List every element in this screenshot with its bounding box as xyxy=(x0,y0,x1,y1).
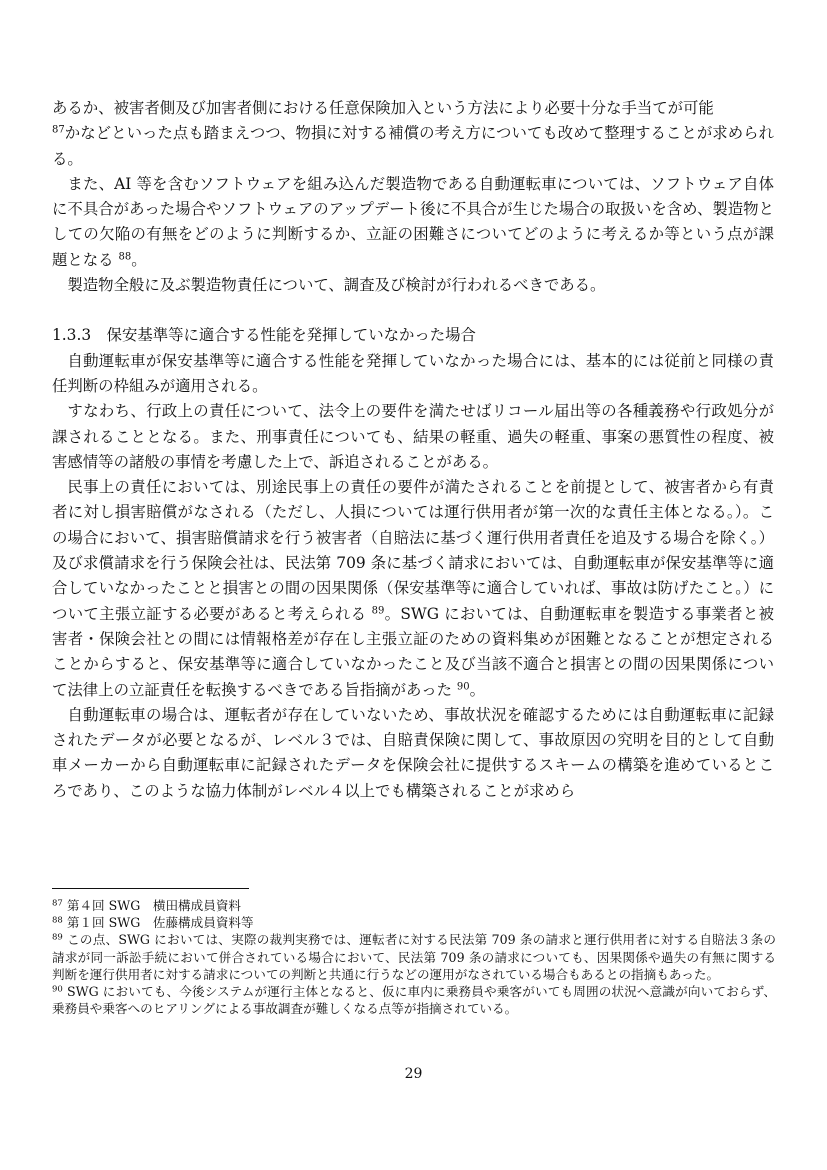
text-segment: 。 xyxy=(131,250,147,269)
text-segment: 。 xyxy=(469,680,486,699)
footnote-90 xyxy=(52,983,776,1017)
paragraph-product-liability: 製造物全般に及ぶ製造物責任について、調査及び検討が行われるべきである。 xyxy=(67,276,606,295)
spacer xyxy=(52,298,774,323)
footnote-number: 88 xyxy=(52,915,63,926)
footnote-88 xyxy=(52,914,776,931)
paragraph-continued xyxy=(52,96,774,172)
footnote-ref-87: 87 xyxy=(52,124,65,136)
footnote-ref-89: 89 xyxy=(371,605,385,617)
footnote-number: 90 xyxy=(52,984,63,995)
footnotes xyxy=(52,888,776,1017)
paragraph-administrative-criminal: すなわち、行政上の責任について、法令上の要件を満たせばリコール届出等の各種義務や行政処分が課されることとなる。また、刑事責任についても、結果の軽重、過失の軽重、事案の悪質性の程度、被害感情等の諸般の事情を考慮した上で、訴追されることがある。 xyxy=(52,402,774,471)
footnote-87 xyxy=(52,897,776,914)
text-segment: あるか、被害者側及び加害者側における任意保険加入という方法により必要十分な手当てが可能 xyxy=(52,99,714,117)
page-number: 29 xyxy=(404,1066,423,1082)
paragraph-civil-liability xyxy=(52,475,774,703)
text-segment: 。SWG においては、自動運転車を製造する事業者と被害者・保険会社との間には情報格差が存在し主張立証のための資料集めが困難となることが想定されることからすると、保安基準等に適合していなかったこと及び当該不適合と損害との間の因果関係について法律上の立証責任を転換するべきである旨指摘があった xyxy=(52,604,774,699)
footnote-89 xyxy=(52,931,776,983)
footnote-divider xyxy=(52,888,249,889)
text-segment: 民事上の責任においては、別途民事上の責任の要件が満たされることを前提として、被害者から有責者に対し損害賠償がなされる（ただし、人損については運行供用者が第一次的な責任主体となる。）。この場合において、損害賠償請求を行う被害者（自賠法に基づく運行供用者責任を追及する場合を除く。）及び求償請求を行う保険会社は、民法第 709 条に基づく請求においては、自動運転車が保安基準等に適合していなかったことと損害との間の因果関係（保安基準等に適合していれば、事故は防げたこと。）について主張立証する必要があると考えられる xyxy=(52,478,774,623)
paragraph-software-defect xyxy=(52,172,774,273)
footnote-text: SWG においても、今後システムが運行主体となると、仮に車内に乗務員や乗客がいても周囲の状況へ意識が向いておらず、乗務員や乗客へのヒアリングによる事故調査が難しくなる点等が指摘されている。 xyxy=(52,984,776,1017)
text-segment: また、AI 等を含むソフトウェアを組み込んだ製造物である自動運転車については、ソフトウェア自体に不具合があった場合やソフトウェアのアップデート後に不具合が生じた場合の取扱いを含め、製造物としての欠陥の有無をどのように判断するか、立証の困難さについてどのように考えるか等という点が課題となる xyxy=(52,174,774,269)
footnote-ref-88: 88 xyxy=(118,251,132,263)
footnote-number: 87 xyxy=(52,898,63,909)
footnote-ref-90: 90 xyxy=(456,681,470,693)
footnote-text: 第１回 SWG 佐藤構成員資料等 xyxy=(66,915,254,931)
footnote-number: 89 xyxy=(52,932,63,943)
footnote-text: この点、SWG においては、実際の裁判実務では、運転者に対する民法第 709 条の請求と運行供用者に対する自賠法３条の請求が同一訴訟手続において併合されている場合において、民法第 709 条の請求についても、因果関係や過失の有無に関する判断を運行供用者に対する請求についての判断と共通に行うなどの運用がなされている場合もあるとの指摘もあった。 xyxy=(52,932,776,982)
paragraph-framework: 自動運転車が保安基準等に適合する性能を発揮していなかった場合には、基本的には従前と同様の責任判断の枠組みが適用される。 xyxy=(52,351,774,395)
document-body xyxy=(52,96,774,804)
section-heading: 1.3.3 保安基準等に適合する性能を発揮していなかった場合 xyxy=(52,326,476,345)
paragraph-data-recording: 自動運転車の場合は、運転者が存在していないため、事故状況を確認するためには自動運転車に記録されたデータが必要となるが、レベル３では、自賠責保険に関して、事故原因の究明を目的として自動車メーカーから自動運転車に記録されたデータを保険会社に提供するスキームの構築を進めているところであり、このような協力体制がレベル４以上でも構築されることが求めら xyxy=(52,705,774,800)
footnote-text: 第４回 SWG 横田構成員資料 xyxy=(66,898,242,913)
text-segment: かなどといった点も踏まえつつ、物損に対する補償の考え方についても改めて整理することが求められる。 xyxy=(52,124,774,168)
